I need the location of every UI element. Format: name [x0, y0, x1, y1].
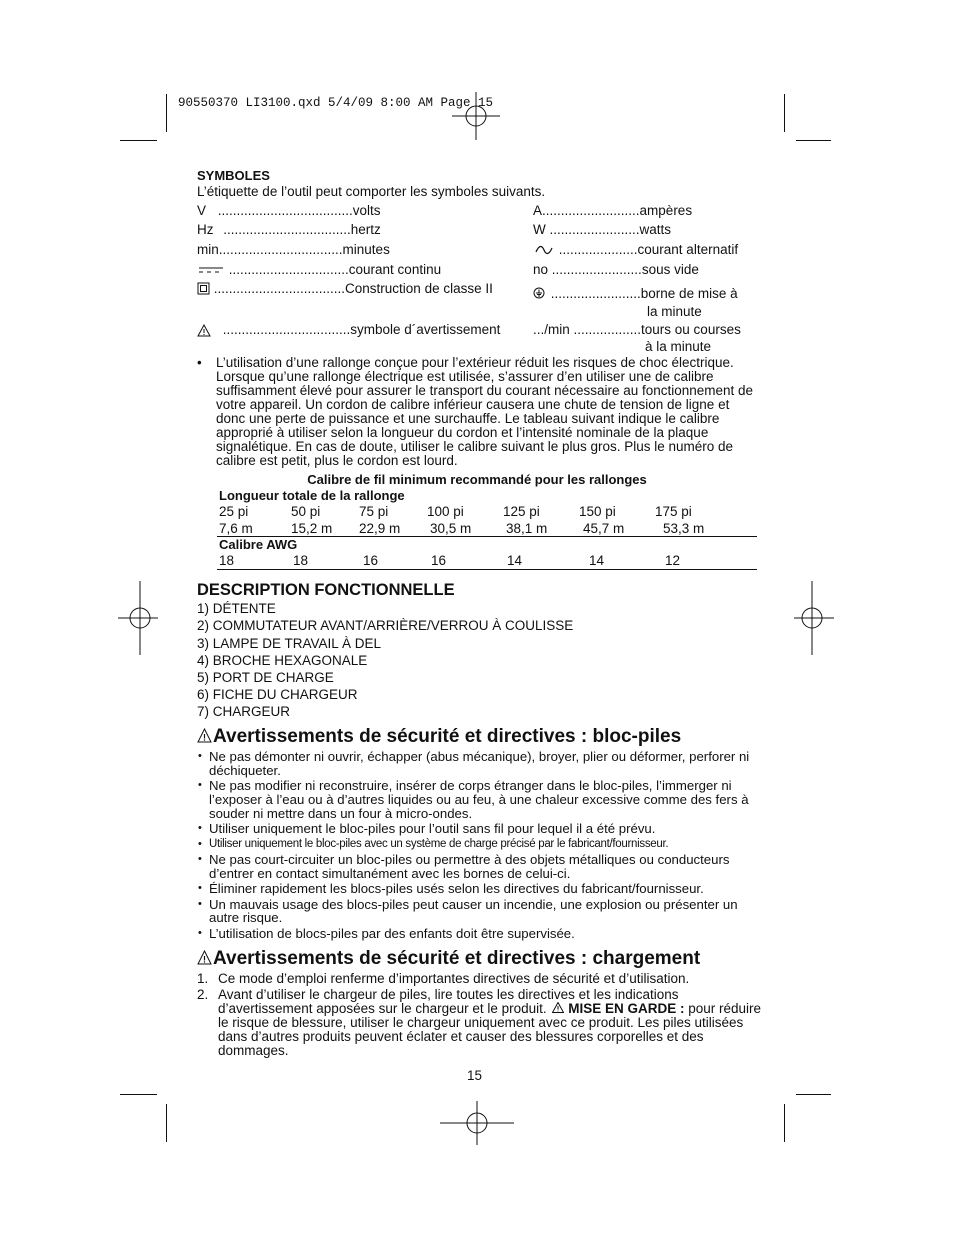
charging-instructions-list: [197, 972, 762, 1060]
item-text: pour réduire le risque de blessure, utiliser le chargeur uniquement avec ce produit. Les piles utilisées dans d’autres produits peuvent éclater et causer des blessures corporelles et des dommages.: [218, 1001, 762, 1058]
item-text: Ce mode d’emploi renferme d’importantes directives de sécurité et d’utilisation.: [218, 971, 690, 986]
symbol-meaning: courant continu: [348, 262, 442, 277]
symbols-intro: L’étiquette de l’outil peut comporter les symboles suivants.: [197, 184, 546, 199]
list-item: 7) CHARGEUR: [197, 704, 291, 719]
symbol-row-ac: [533, 242, 738, 257]
symbol-meaning: watts: [639, 222, 672, 237]
list-item: • L’utilisation de blocs-piles par des enfants doit être supervisée.: [197, 927, 762, 941]
registration-mark-left: [118, 581, 158, 655]
extension-cord-text: L’utilisation d’une rallonge conçue pour l’extérieur réduit les risques de choc électrique. Lorsque qu’une rallonge électrique est utilisée, s’assurer d’en utiliser une de calibre suffisamment élevé pour assurer le transport du courant nécessaire au fonctionnement de votre appareil. Un cordon de calibre inférieur causera une chute de tension de ligne et donc une perte de puissance et une surchauffe. Le tableau suivant indique le calibre approprié à utiliser selon la longueur du cordon et l’intensité nominale de la plaque signalétique. En cas de doute, utiliser le calibre suivant le plus gros. Plus le numéro de calibre est petit, plus le cordon est lourd.: [216, 355, 754, 468]
awg-header: Calibre AWG: [219, 537, 298, 552]
alternating-current-icon: [533, 244, 555, 256]
length-header: Longueur totale de la rallonge: [219, 488, 405, 503]
symbol-row-per-minute: [533, 322, 741, 337]
table-cell-meters: 15,2 m: [291, 521, 333, 536]
symbol-glyph: V: [197, 203, 207, 218]
symbol-dots: ..................: [569, 322, 642, 337]
table-cell-awg: 18: [293, 553, 309, 568]
symbol-dots: .................................: [218, 242, 343, 257]
list-item: [197, 972, 762, 986]
charging-section-title-text: Avertissements de sécurité et directives : chargement: [213, 948, 701, 969]
registration-mark-bottom: [440, 1101, 514, 1145]
table-cell-awg: 16: [431, 553, 447, 568]
table-cell-awg: 14: [589, 553, 605, 568]
symbol-meaning: sous vide: [641, 262, 699, 277]
symbol-meaning: volts: [352, 203, 381, 218]
symbol-dots: ..................................: [219, 322, 351, 337]
symbol-glyph: no: [533, 262, 549, 277]
list-item: • Ne pas modifier ni reconstruire, insérer de corps étranger dans le bloc-piles, l’immerger ni l’exposer à l’eau ou à d’autres liquides ou au feu, à une chaleur excessive comme des fers à souder ni mettre dans un four à micro-ondes.: [197, 779, 762, 820]
caution-label: MISE EN GARDE :: [568, 1001, 685, 1016]
table-cell-feet: 100 pi: [427, 504, 464, 519]
table-cell-awg: 16: [363, 553, 379, 568]
bullet: •: [197, 355, 202, 370]
warning-triangle-icon: [197, 324, 211, 337]
symbol-dots: ........................: [547, 286, 641, 301]
table-cell-meters: 38,1 m: [506, 521, 548, 536]
symbol-meaning: tours ou courses: [641, 322, 741, 337]
table-cell-feet: 75 pi: [359, 504, 389, 519]
table-cell-meters: 53,3 m: [663, 521, 705, 536]
symbol-dots: ..................................: [219, 222, 351, 237]
list-item: 3) LAMPE DE TRAVAIL À DEL: [197, 636, 382, 651]
symbol-glyph: A: [533, 203, 543, 218]
symbol-glyph: min: [197, 242, 219, 257]
symbol-glyph: Hz: [197, 222, 214, 237]
symbol-meaning: Construction de classe II: [345, 281, 493, 296]
warning-triangle-icon: [197, 728, 212, 743]
symbol-row-watts: [533, 222, 671, 237]
symbol-row-amperes: [533, 203, 692, 218]
symbol-dots: ..........................: [542, 203, 640, 218]
symbol-row-dc: [197, 262, 441, 277]
list-item: • Ne pas démonter ni ouvrir, échapper (abus mécanique), broyer, plier ou déformer, perforer ni déchiqueter.: [197, 750, 762, 778]
symbol-row-no-load: [533, 262, 699, 277]
symbol-dots: ....................................: [214, 203, 353, 218]
symbol-meaning: ampères: [639, 203, 693, 218]
table-cell-meters: 45,7 m: [583, 521, 625, 536]
table-cell-feet: 175 pi: [655, 504, 692, 519]
battery-section-title: [197, 726, 681, 748]
symbol-dots: ........................: [548, 262, 642, 277]
extension-cord-note: [197, 356, 757, 468]
symbol-row-minutes: [197, 242, 390, 257]
warning-triangle-icon: [552, 1002, 564, 1013]
symbol-dots: .....................: [555, 242, 638, 257]
symbol-glyph: W: [533, 222, 546, 237]
list-item: [197, 988, 762, 1058]
symbol-dots: ................................: [225, 262, 349, 277]
table-cell-awg: 14: [507, 553, 523, 568]
table-cell-awg: 18: [219, 553, 235, 568]
symbol-meaning: courant alternatif: [637, 242, 739, 257]
list-item: • Un mauvais usage des blocs-piles peut causer un incendie, une explosion ou présenter un autre risque.: [197, 898, 762, 926]
symbol-meaning: minutes: [342, 242, 390, 257]
table-cell-meters: 22,9 m: [359, 521, 401, 536]
battery-warnings-list: [197, 750, 762, 942]
file-header: 90550370 LI3100.qxd 5/4/09 8:00 AM Page 15: [178, 96, 494, 110]
symbol-meaning: hertz: [350, 222, 381, 237]
class-ii-construction-icon: [197, 282, 210, 295]
symbols-title: SYMBOLES: [197, 168, 270, 183]
symbol-row-volts: [197, 203, 381, 218]
gauge-table-title: Calibre de fil minimum recommandé pour les rallonges: [307, 472, 647, 487]
symbol-meaning: symbole d´avertissement: [350, 322, 501, 337]
direct-current-icon: [197, 264, 225, 276]
table-cell-awg: 12: [665, 553, 681, 568]
table-cell-feet: 50 pi: [291, 504, 321, 519]
battery-section-title-text: Avertissements de sécurité et directives : bloc-piles: [213, 726, 682, 747]
list-item: • Éliminer rapidement les blocs-piles usés selon les directives du fabricant/fournisseur.: [197, 882, 762, 896]
symbol-row-hertz: [197, 222, 381, 237]
list-item: 1) DÉTENTE: [197, 601, 276, 616]
table-cell-meters: 7,6 m: [219, 521, 253, 536]
symbol-glyph: .../min: [533, 322, 570, 337]
table-cell-feet: 125 pi: [503, 504, 540, 519]
page-number: 15: [467, 1068, 483, 1083]
warning-triangle-icon: [197, 950, 212, 965]
charging-section-title: [197, 948, 700, 970]
registration-mark-right: [794, 581, 834, 655]
item-number: 1.: [197, 971, 209, 986]
symbol-dots: ...................................: [210, 281, 346, 296]
item-text: Avant d’utiliser le chargeur de piles, lire toutes les directives et les indications d’avertissement apposées sur le chargeur et le produit.: [218, 987, 679, 1016]
list-item: • Ne pas court-circuiter un bloc-piles ou permettre à des objets métalliques ou conducteurs d’entrer en contact simultanément avec les bornes de celui-ci.: [197, 853, 762, 881]
description-title: DESCRIPTION FONCTIONNELLE: [197, 581, 455, 599]
table-cell-feet: 150 pi: [579, 504, 616, 519]
symbol-dots: ........................: [545, 222, 640, 237]
earth-terminal-icon: [533, 287, 545, 299]
list-item: 6) FICHE DU CHARGEUR: [197, 687, 358, 702]
list-item: • Utiliser uniquement le bloc-piles avec un système de charge précisé par le fabricant/fournisseur.: [197, 838, 762, 852]
list-item: 2) COMMUTATEUR AVANT/ARRIÈRE/VERROU À COULISSE: [197, 618, 574, 633]
symbol-row-warning: [197, 322, 500, 337]
table-cell-feet: 25 pi: [219, 504, 249, 519]
symbol-meaning: borne de mise à: [640, 286, 738, 301]
symbol-row-per-minute-cont: à la minute: [645, 339, 712, 354]
table-bottom-rule: [217, 569, 757, 570]
list-item: • Utiliser uniquement le bloc-piles pour l’outil sans fil pour lequel il a été prévu.: [197, 822, 762, 836]
symbol-row-ground: [533, 286, 738, 301]
table-divider: [217, 536, 757, 537]
symbol-row-class2: [197, 281, 493, 296]
table-cell-meters: 30,5 m: [430, 521, 472, 536]
list-item: 5) PORT DE CHARGE: [197, 670, 334, 685]
item-number: 2.: [197, 987, 209, 1002]
list-item: 4) BROCHE HEXAGONALE: [197, 653, 368, 668]
symbol-row-ground-cont: la minute: [647, 304, 702, 319]
